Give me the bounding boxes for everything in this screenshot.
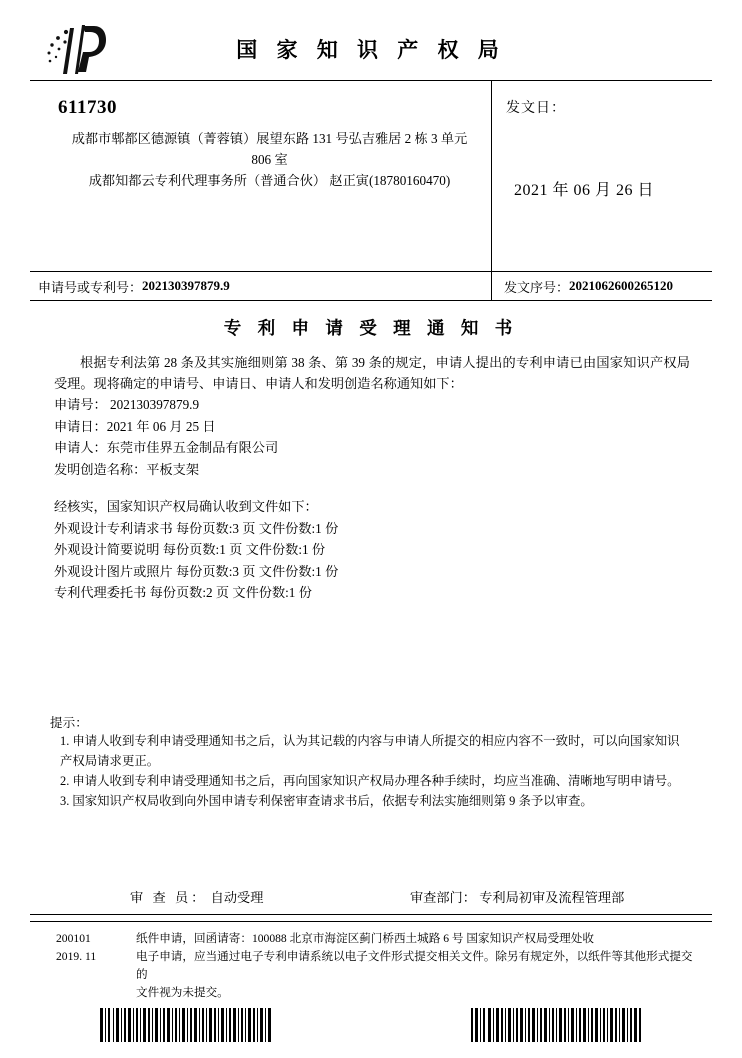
application-number-cell [30, 272, 492, 300]
application-number-row [30, 272, 712, 301]
address-line-1: 成都市郫都区德源镇（菁蓉镇）展望东路 131 号弘吉雅居 2 栋 3 单元 [71, 131, 468, 146]
footer-line-3: 文件视为未提交。 [136, 985, 229, 999]
examiner-label: 审 查 员： [130, 889, 208, 905]
document-body [30, 315, 712, 922]
footer-line-1: 纸件申请，回函请寄：100088 北京市海淀区蓟门桥西土城路 6 号 国家知识产权局受理处收 [136, 931, 594, 945]
document-item: 外观设计专利请求书 每份页数:3 页 文件份数:1 份 [54, 520, 339, 536]
issue-date-block [492, 81, 712, 271]
serial-number-label: 发文序号： [504, 279, 570, 295]
document-item: 外观设计图片或照片 每份页数:3 页 文件份数:1 份 [54, 563, 339, 579]
examiner-row [30, 871, 712, 915]
document-number: 611730 [58, 97, 117, 118]
confirm-line: 经核实，国家知识产权局确认收到文件如下： [54, 499, 318, 514]
barcode-icon [471, 1008, 643, 1042]
examiner-value: 自动受理 [210, 889, 264, 905]
note-item: 1. 申请人收到专利申请受理通知书之后，认为其记载的内容与申请人所提交的相应内容不一致时，可以向国家知识产权局请求更正。 [60, 733, 680, 768]
field-application-number: 申请号： 202130397879.9 [54, 397, 200, 412]
document-footer [30, 922, 712, 1002]
address-line-3: 成都知都云专利代理事务所（普通合伙） 赵正寅(18780160470) [88, 173, 451, 188]
document-item: 专利代理委托书 每份页数:2 页 文件份数:1 份 [54, 585, 312, 600]
examiner-field [130, 887, 410, 906]
address-line-2: 806 室 [251, 152, 288, 167]
issue-date-value: 2021 年 06 月 26 日 [514, 182, 655, 199]
application-number-value: 202130397879.9 [142, 278, 230, 293]
barcode-row [0, 1008, 742, 1042]
intro-paragraph: 根据专利法第 28 条及其实施细则第 38 条、第 39 条的规定，申请人提出的专利申请已由国家知识产权局受理。现将确定的申请号、申请日、申请人和发明创造名称通知如下： [54, 355, 690, 391]
issue-date-label: 发文日： [506, 101, 566, 116]
note-item: 2. 申请人收到专利申请受理通知书之后，再向国家知识产权局办理各种手续时，均应当准确、清晰地写明申请号。 [60, 773, 680, 788]
field-applicant: 申请人：东莞市佳界五金制品有限公司 [54, 440, 279, 455]
received-documents [30, 496, 712, 604]
department-label: 审查部门： [410, 889, 476, 905]
note-item: 3. 国家知识产权局收到向外国申请专利保密审查请求书后，依据专利法实施细则第 9 条予以审查。 [60, 793, 593, 808]
application-fields [30, 394, 712, 480]
addressee-block [30, 81, 492, 271]
field-invention-name: 发明创造名称：平板支架 [54, 461, 200, 477]
notes-title: 提示： [50, 715, 88, 730]
spacer [30, 480, 712, 496]
serial-number-cell [492, 272, 712, 300]
notice-title: 专 利 申 请 受 理 通 知 书 [223, 318, 519, 338]
footer-code-1: 200101 [56, 931, 91, 945]
address-and-date-block [30, 81, 712, 272]
footer-codes [56, 930, 136, 1002]
footer-line-2: 电子申请，应当通过电子专利申请系统以电子文件形式提交相关文件。除另有规定外，以纸件等其他形式提交的 [136, 949, 693, 981]
document-header [30, 18, 712, 81]
page-title: 国 家 知 识 产 权 局 [236, 38, 506, 62]
department-field [410, 887, 702, 906]
field-application-date: 申请日：2021 年 06 月 25 日 [54, 418, 216, 434]
document-item: 外观设计简要说明 每份页数:1 页 文件份数:1 份 [54, 542, 326, 557]
footer-code-2: 2019. 11 [56, 949, 97, 963]
cnipa-emblem-icon [42, 22, 114, 76]
application-number-label: 申请号或专利号： [38, 279, 143, 295]
serial-number-value: 2021062600265120 [569, 278, 674, 293]
department-value: 专利局初审及流程管理部 [479, 889, 625, 905]
footer-text [136, 930, 702, 1002]
barcode-icon [100, 1008, 272, 1042]
